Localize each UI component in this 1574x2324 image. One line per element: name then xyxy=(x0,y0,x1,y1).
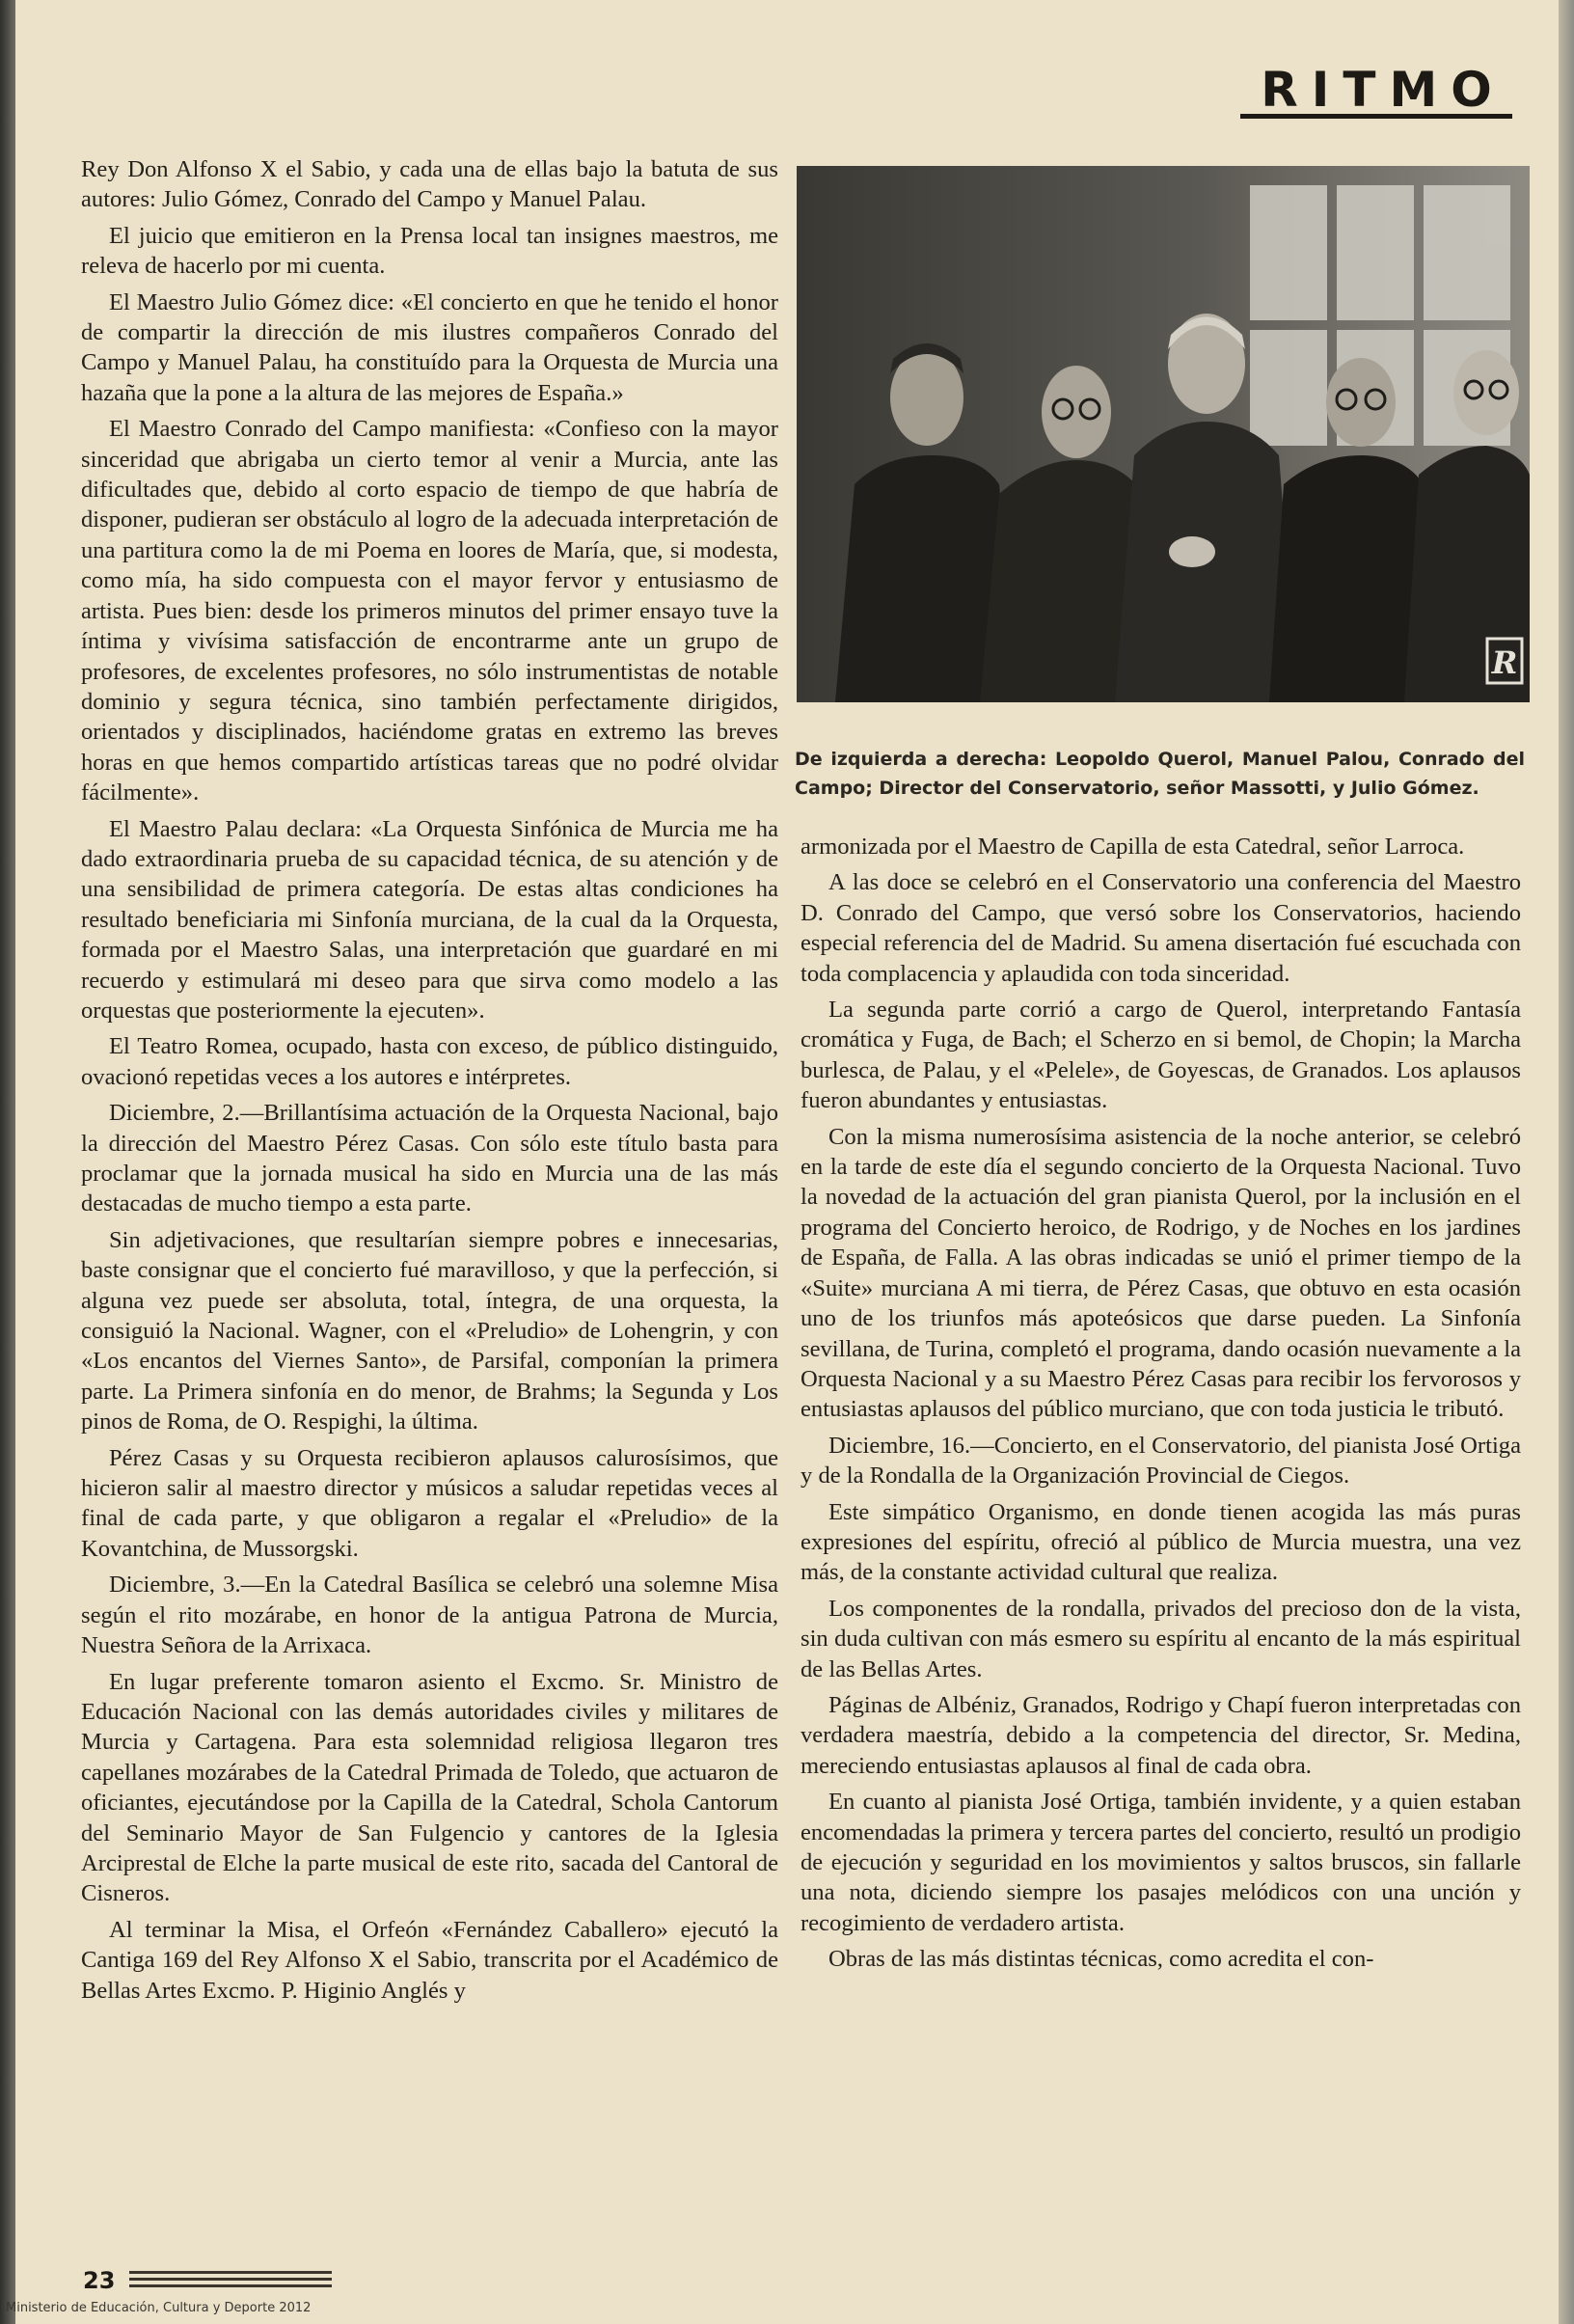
paragraph: El Maestro Palau declara: «La Orquesta Sinfónica de Murcia me ha dado extraordinaria prueba de su capacidad técnica, de su atención y de una sensibilidad de primera categoría. De estas altas condiciones ha resultado beneficiaria mi Sinfonía murciana, de la cual da la Orquesta, formada por el Maestro Salas, una interpretación que guardaré en mi recuerdo y estimulará mi deseo para que sirva como modelo a las orquestas que posteriormente la ejecuten». xyxy=(81,815,778,1024)
document-page xyxy=(15,0,1559,2324)
masthead xyxy=(1240,64,1512,119)
paragraph: El Teatro Romea, ocupado, hasta con exceso, de público distinguido, ovacionó repetidas veces a los autores e intérpretes. xyxy=(81,1033,778,1090)
paragraph: Pérez Casas y su Orquesta recibieron aplausos calurosísimos, que hicieron salir al maestro director y músicos a saludar repetidas veces al final de cada parte, y que obligaron a regalar el «Preludio» de la Kovantchina, de Mussorgski. xyxy=(81,1444,778,1562)
right-column xyxy=(801,832,1521,1981)
paragraph: Este simpático Organismo, en donde tienen acogida las más puras expresiones del espíritu, ofreció al público de Murcia muestra, una vez más, de la constante actividad cultural que realiza. xyxy=(801,1498,1521,1586)
paragraph: Diciembre, 3.—En la Catedral Basílica se celebró una solemne Misa según el rito mozárabe, en honor de la antigua Patrona de Murcia, Nuestra Señora de la Arrixaca. xyxy=(81,1572,778,1659)
paragraph: El Maestro Julio Gómez dice: «El concierto en que he tenido el honor de compartir la dirección de mis ilustres compañeros Conrado del Campo y Manuel Palau, ha constituído para la Orquesta de Murcia una hazaña que la pone a la altura de las mejores de España.» xyxy=(81,288,778,406)
paragraph: En cuanto al pianista José Ortiga, también invidente, y a quien estaban encomendadas la primera y tercera partes del concierto, resultó un prodigio de ejecución y seguridad en los movimientos y saltos bruscos, sin fallarle una nota, diciendo siempre los pasajes melódicos con una unción y recogimiento de verdadero artista. xyxy=(801,1789,1521,1936)
page-number: 23 xyxy=(83,2267,116,2294)
watermark: Ministerio de Educación, Cultura y Deporte 2012 xyxy=(6,2301,312,2315)
paragraph: A las doce se celebró en el Conservatorio una conferencia del Maestro D. Conrado del Campo, que versó sobre los Conservatorios, haciendo especial referencia del de Madrid. Su amena disertación fué escuchada con toda complacencia y aplaudida con toda sinceridad. xyxy=(801,869,1521,987)
paragraph: Al terminar la Misa, el Orfeón «Fernández Caballero» ejecutó la Cantiga 169 del Rey Alfonso X el Sabio, transcrita por el Académico de Bellas Artes Excmo. P. Higinio Anglés y xyxy=(81,1916,778,2004)
paragraph: En lugar preferente tomaron asiento el Excmo. Sr. Ministro de Educación Nacional con las demás autoridades civiles y militares de Murcia y Cartagena. Para esta solemnidad religiosa llegaron tres capellanes mozárabes de la Catedral Primada de Toledo, que actuaron de oficiantes, ejecutándose por la Capilla de la Catedral, Schola Cantorum del Seminario Mayor de San Fulgencio y cantores de la Iglesia Arciprestal de Elche la parte musical de este rito, sacada del Cantoral de Cisneros. xyxy=(81,1668,778,1907)
footer-rules xyxy=(129,2271,332,2294)
paragraph: Páginas de Albéniz, Granados, Rodrigo y Chapí fueron interpretadas con verdadera maestría, debido a la competencia del director, Sr. Medina, mereciendo entusiastas aplausos al final de cada obra. xyxy=(801,1691,1521,1779)
paragraph: Rey Don Alfonso X el Sabio, y cada una de ellas bajo la batuta de sus autores: Julio Gómez, Conrado del Campo y Manuel Palau. xyxy=(81,156,778,213)
left-column xyxy=(81,154,778,2011)
paragraph: El Maestro Conrado del Campo manifiesta: «Confieso con la mayor sinceridad que abrigaba un cierto temor al venir a Murcia, ante las dificultades que, debido al corto espacio de tiempo de que habría de disponer, pudieran ser obstáculo al logro de la adecuada interpretación de una partitura como la de mi Poema en loores de María, que, si modesta, como mía, ha sido compuesta con el mayor fervor y entusiasmo de artista. Pues bien: desde los primeros minutos del primer ensayo tuve la íntima y vivísima satisfacción de encontrarme ante un grupo de profesores, de excelentes profesores, no sólo instrumentistas de notable dominio y segura técnica, sino también perfectamente dirigidos, orientados y disciplinados, haciéndome gratas en extremo las breves horas en que hemos compartido artísticas tareas que no podré olvidar fácilmente». xyxy=(81,416,778,807)
masthead-title: RITMO xyxy=(1261,62,1506,118)
paragraph: Diciembre, 16.—Concierto, en el Conservatorio, del pianista José Ortiga y de la Rondalla de la Organización Provincial de Ciegos. xyxy=(801,1432,1521,1490)
paragraph: Sin adjetivaciones, que resultarían siempre pobres e innecesarias, baste consignar que el concierto fué maravilloso, y que la perfección, si alguna vez puede ser absoluta, total, íntegra, de una orquesta, la consiguió la Nacional. Wagner, con el «Preludio» de Lohengrin, y con «Los encantos del Viernes Santo», de Parsifal, componían la primera parte. La Primera sinfonía en do menor, de Brahms; la Segunda y Los pinos de Roma, de O. Respighi, la última. xyxy=(81,1226,778,1435)
photo-caption: De izquierda a derecha: Leopoldo Querol, Manuel Palou, Conrado del Campo; Director del Conservatorio, señor Massotti, y Julio Gómez. xyxy=(795,749,1525,799)
paragraph: armonizada por el Maestro de Capilla de esta Catedral, señor Larroca. xyxy=(801,834,1465,860)
paragraph: Los componentes de la rondalla, privados del precioso don de la vista, sin duda cultivan con más esmero su espíritu al encanto de la más espiritual de las Bellas Artes. xyxy=(801,1595,1521,1682)
photographer-monogram: R xyxy=(1491,644,1518,681)
photo-figure xyxy=(797,166,1530,702)
paragraph: Con la misma numerosísima asistencia de la noche anterior, se celebró en la tarde de este día el segundo concierto de la Orquesta Nacional. Tuvo la novedad de la actuación del gran pianista Querol, por la inclusión en el programa del Concierto heroico, de Rodrigo, y de Noches en los jardines de España, de Falla. A las obras indicadas se unió el primer tiempo de la «Suite» murciana A mi tierra, de Pérez Casas, que obtuvo en esta ocasión uno de los triunfos más apoteósicos que darse pueden. La Sinfonía sevillana, de Turina, completó el programa, dando ocasión nuevamente a la Orquesta Nacional y a su Maestro Pérez Casas para recibir los fervorosos y entusiastas aplausos del público murciano, que con toda justicia le tributó. xyxy=(801,1123,1521,1423)
paragraph: Diciembre, 2.—Brillantísima actuación de la Orquesta Nacional, bajo la dirección del Maestro Pérez Casas. Con sólo este título basta para proclamar que la jornada musical ha sido en Murcia una de las más destacadas de mucho tiempo a esta parte. xyxy=(81,1100,778,1217)
page-spine xyxy=(0,0,15,2324)
group-photo xyxy=(797,166,1530,702)
paragraph: La segunda parte corrió a cargo de Querol, interpretando Fantasía cromática y Fuga, de Bach; el Scherzo en si bemol, de Chopin; la Marcha burlesca, de Palau, y el «Pelele», de Goyescas, de Granados. Los aplausos fueron abundantes y entusiastas. xyxy=(801,997,1521,1114)
paragraph: Obras de las más distintas técnicas, como acredita el con- xyxy=(828,1946,1374,1973)
paragraph: El juicio que emitieron en la Prensa local tan insignes maestros, me releva de hacerlo por mi cuenta. xyxy=(81,222,778,280)
